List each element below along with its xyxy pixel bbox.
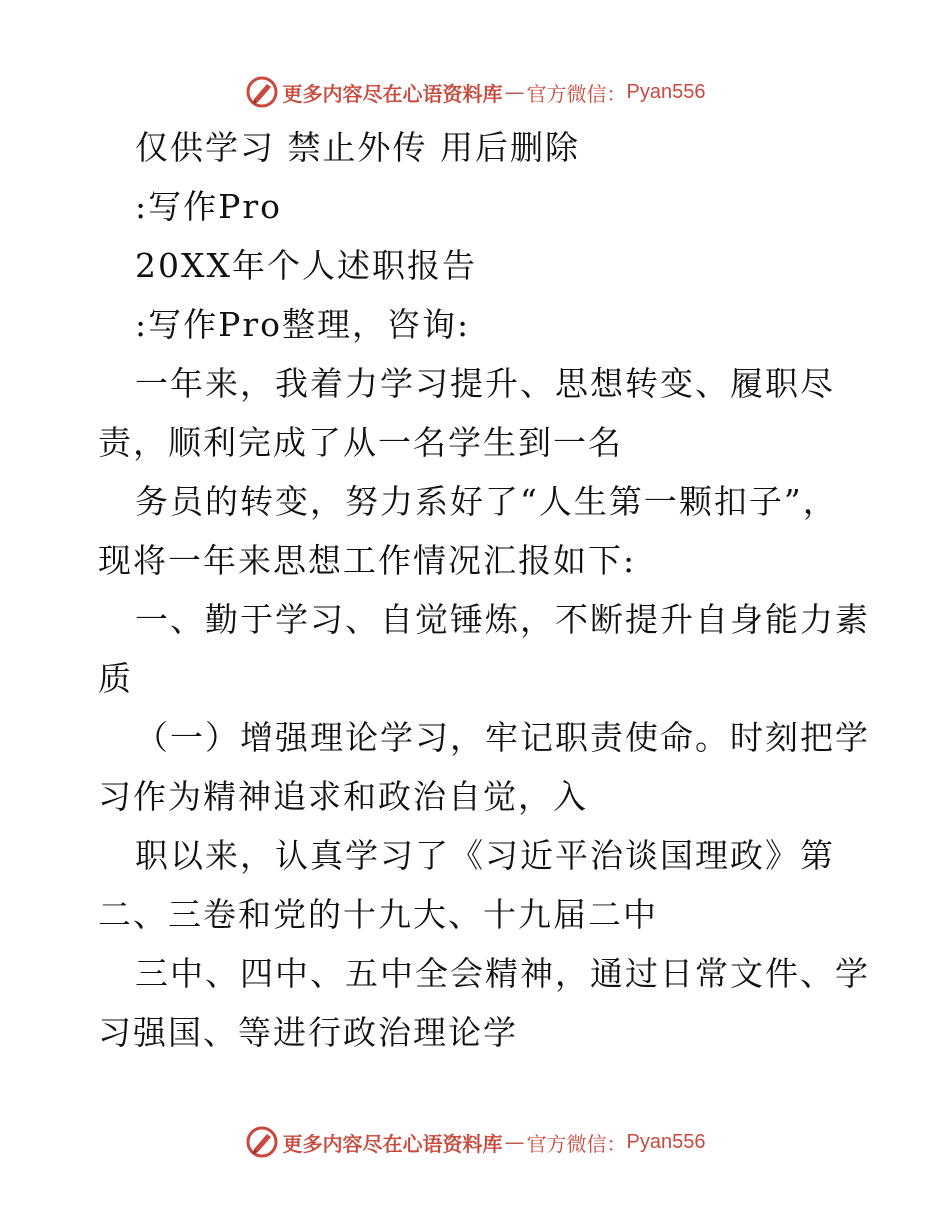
pen-logo-icon [245,1125,279,1159]
text-line: 二、三卷和党的十九大、十九届二中 [98,895,658,934]
watermark-wechat-id: Pyan556 [626,1130,706,1153]
text-line: 仅供学习 禁止外传 用后删除 [135,128,580,167]
text-line: :写作Pro整理，咨询: [135,305,471,344]
subsection-paragraph: （一）增强理论学习，牢记职责使命。时刻把学 [135,718,870,757]
watermark-text: 更多内容尽在心语资料库 [282,1131,503,1156]
text-line: 职以来，认真学习了《习近平治谈国理政》第 [135,836,835,875]
watermark-official-label: 官方微信： [526,1131,627,1156]
text-line: 务员的转变，努力系好了“人生第一颗扣子”， [135,482,838,521]
section-heading: 质 [98,659,133,698]
text-line: 一年来，我着力学习提升、思想转变、履职尽 [135,364,835,403]
text-line: :写作Pro [135,187,282,226]
watermark-header [0,72,950,112]
text-line: 20XX年个人述职报告 [135,246,477,285]
section-heading: 一、勤于学习、自觉锤炼，不断提升自身能力素 [135,600,870,639]
text-line: 现将一年来思想工作情况汇报如下: [98,541,637,580]
watermark-separator: — [504,1130,525,1154]
document-body [98,118,870,1062]
watermark-wechat-id: Pyan556 [626,80,706,103]
watermark-text: 更多内容尽在心语资料库 [282,81,503,106]
watermark-official-label: 官方微信： [526,81,627,106]
watermark-footer [0,1122,950,1162]
watermark-separator: — [504,80,525,104]
text-line: 责，顺利完成了从一名学生到一名 [98,423,623,462]
text-line: 习强国、等进行政治理论学 [98,1013,518,1052]
pen-logo-icon [245,75,279,109]
text-line: 三中、四中、五中全会精神，通过日常文件、学 [135,954,870,993]
text-line: 习作为精神追求和政治自觉，入 [98,777,588,816]
